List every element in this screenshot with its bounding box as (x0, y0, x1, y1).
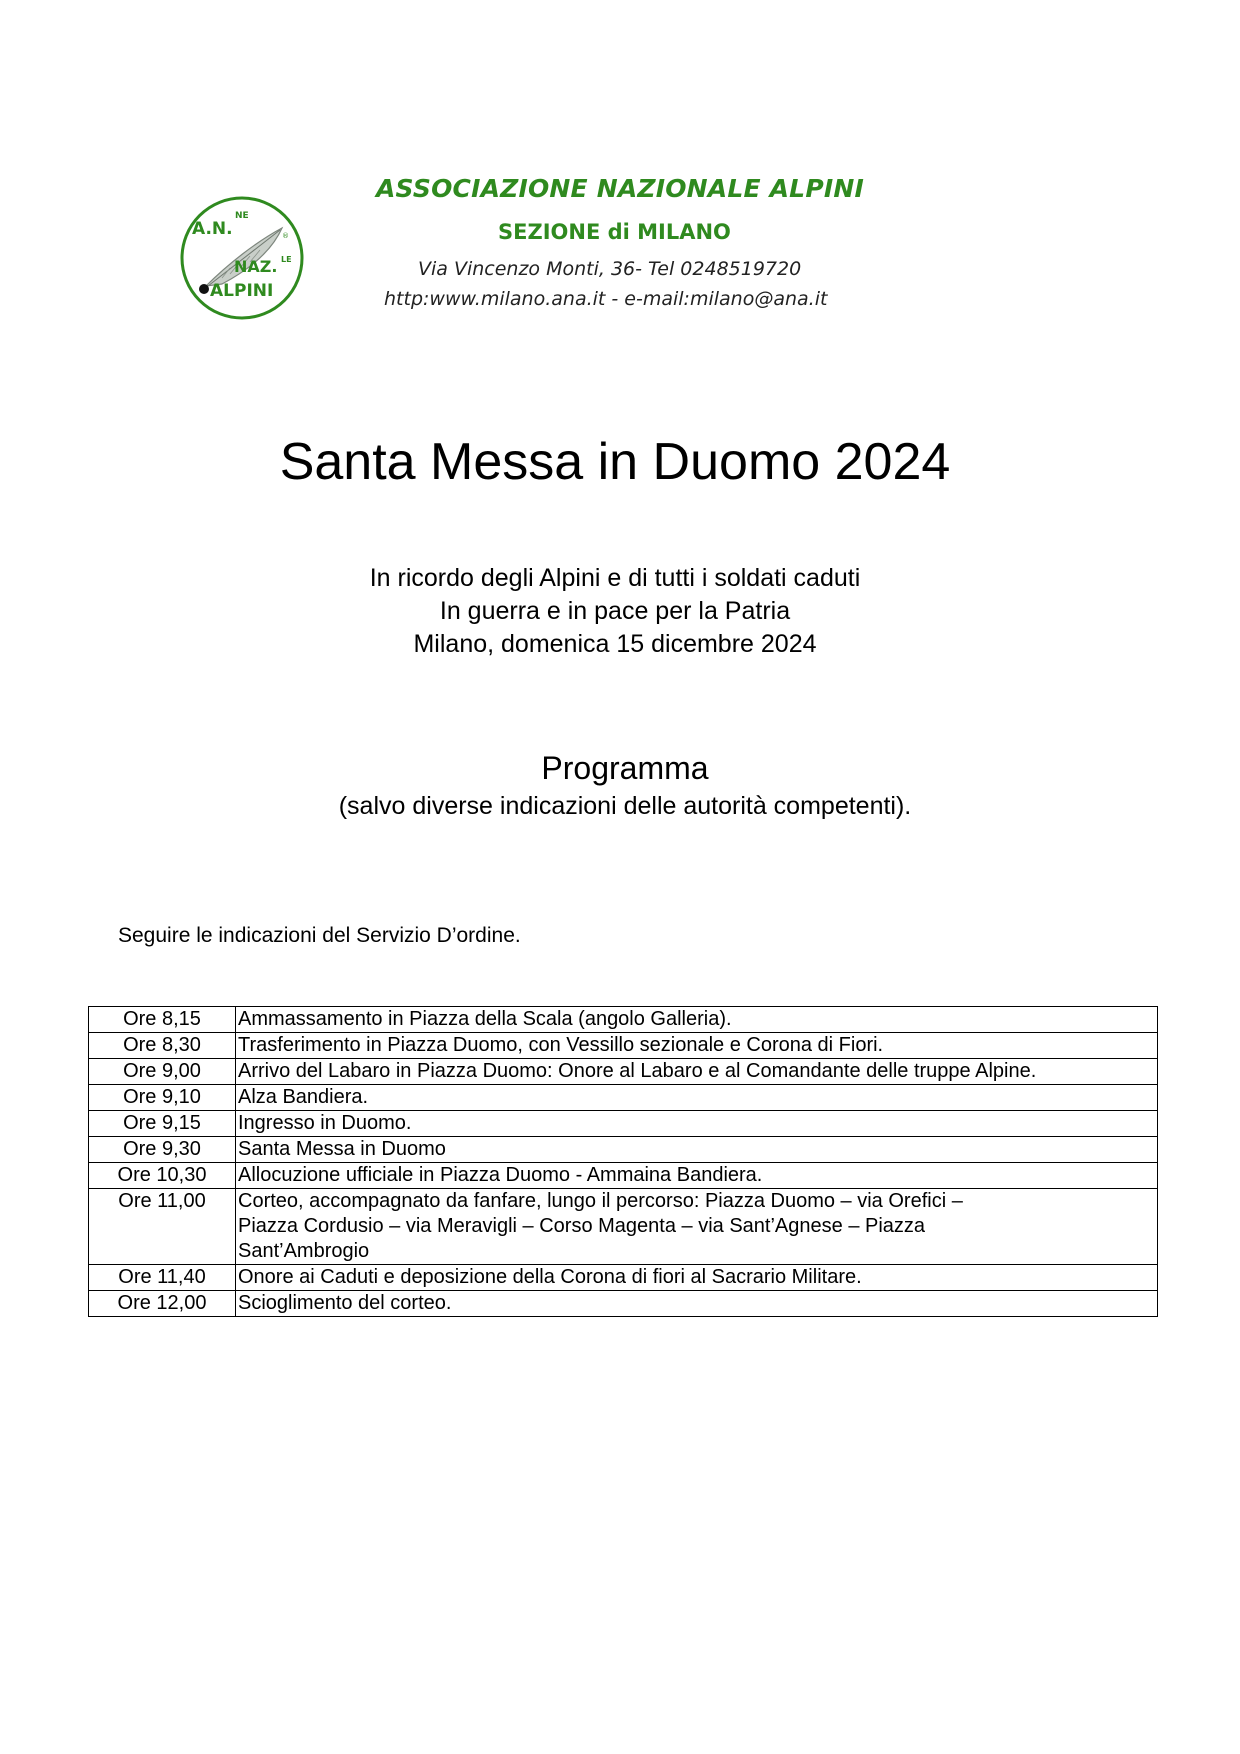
schedule-description (236, 1085, 1158, 1111)
schedule-description-line: Corteo, accompagnato da fanfare, lungo il percorso: Piazza Duomo – via Orefici – (238, 1190, 963, 1212)
schedule-description (236, 1163, 1158, 1189)
table-row (89, 1291, 1158, 1317)
schedule-description-line: Onore ai Caduti e deposizione della Corona di fiori al Sacrario Militare. (238, 1266, 862, 1288)
schedule-time: Ore 9,15 (89, 1111, 236, 1137)
contacts: http:www.milano.ana.it - e-mail:milano@ana.it (384, 288, 828, 310)
schedule-description-line: Piazza Cordusio – via Meravigli – Corso Magenta – via Sant’Agnese – Piazza (238, 1215, 926, 1237)
table-row (89, 1189, 1158, 1265)
association-name: ASSOCIAZIONE NAZIONALE ALPINI (376, 174, 864, 203)
program-note: (salvo diverse indicazioni delle autorità competenti). (338, 792, 912, 820)
table-row (89, 1059, 1158, 1085)
address: Via Vincenzo Monti, 36- Tel 0248519720 (418, 258, 802, 280)
schedule-description-line: Ingresso in Duomo. (238, 1112, 412, 1134)
schedule-description-line: Scioglimento del corteo. (238, 1292, 452, 1314)
table-row (89, 1007, 1158, 1033)
schedule-time: Ore 11,40 (89, 1265, 236, 1291)
subtitle-line: In guerra e in pace per la Patria (439, 597, 791, 625)
ana-logo-icon (178, 194, 306, 322)
schedule-description (236, 1007, 1158, 1033)
schedule-description-line: Allocuzione ufficiale in Piazza Duomo - Ammaina Bandiera. (238, 1164, 763, 1186)
table-row (89, 1111, 1158, 1137)
schedule-body (89, 1007, 1158, 1317)
section-name: SEZIONE di MILANO (498, 220, 731, 244)
table-row (89, 1163, 1158, 1189)
schedule-description-line: Santa Messa in Duomo (238, 1138, 446, 1160)
schedule-description (236, 1111, 1158, 1137)
logo-superscript-ne: NE (235, 211, 249, 221)
schedule-description-line: Ammassamento in Piazza della Scala (angolo Galleria). (238, 1008, 732, 1030)
schedule-description-line: Alza Bandiera. (238, 1086, 369, 1108)
schedule-description (236, 1137, 1158, 1163)
table-row (89, 1085, 1158, 1111)
schedule-time: Ore 12,00 (89, 1291, 236, 1317)
table-row (89, 1137, 1158, 1163)
schedule-time: Ore 9,30 (89, 1137, 236, 1163)
schedule-description (236, 1059, 1158, 1085)
schedule-time: Ore 8,30 (89, 1033, 236, 1059)
schedule-time: Ore 9,10 (89, 1085, 236, 1111)
subtitle-block (0, 562, 1240, 661)
instruction-text: Seguire le indicazioni del Servizio D’ordine. (118, 924, 521, 947)
schedule-time: Ore 9,00 (89, 1059, 236, 1085)
program-heading: Programma (541, 750, 709, 786)
svg-text:®: ® (282, 232, 289, 240)
table-row (89, 1265, 1158, 1291)
schedule-time: Ore 10,30 (89, 1163, 236, 1189)
table-row (89, 1033, 1158, 1059)
logo-text-an: A.N. (192, 219, 233, 239)
schedule-description (236, 1291, 1158, 1317)
schedule-table (88, 1006, 1158, 1317)
schedule-description (236, 1265, 1158, 1291)
letterhead (178, 170, 898, 320)
logo-text-naz: NAZ. (234, 257, 278, 276)
subtitle-line: In ricordo degli Alpini e di tutti i soldati caduti (369, 564, 861, 592)
schedule-time: Ore 11,00 (89, 1189, 236, 1265)
logo-superscript-le: LE (281, 255, 292, 264)
schedule-description (236, 1033, 1158, 1059)
page-title: Santa Messa in Duomo 2024 (279, 433, 951, 491)
schedule-description-line: Arrivo del Labaro in Piazza Duomo: Onore al Labaro e al Comandante delle truppe Alpine. (238, 1060, 1037, 1082)
schedule-description (236, 1189, 1158, 1265)
schedule-description-line: Trasferimento in Piazza Duomo, con Vessillo sezionale e Corona di Fiori. (238, 1034, 884, 1056)
schedule-time: Ore 8,15 (89, 1007, 236, 1033)
schedule-description-line: Sant’Ambrogio (238, 1240, 370, 1262)
event-date: Milano, domenica 15 dicembre 2024 (413, 630, 817, 658)
logo-text-alpini: ALPINI (210, 281, 274, 301)
